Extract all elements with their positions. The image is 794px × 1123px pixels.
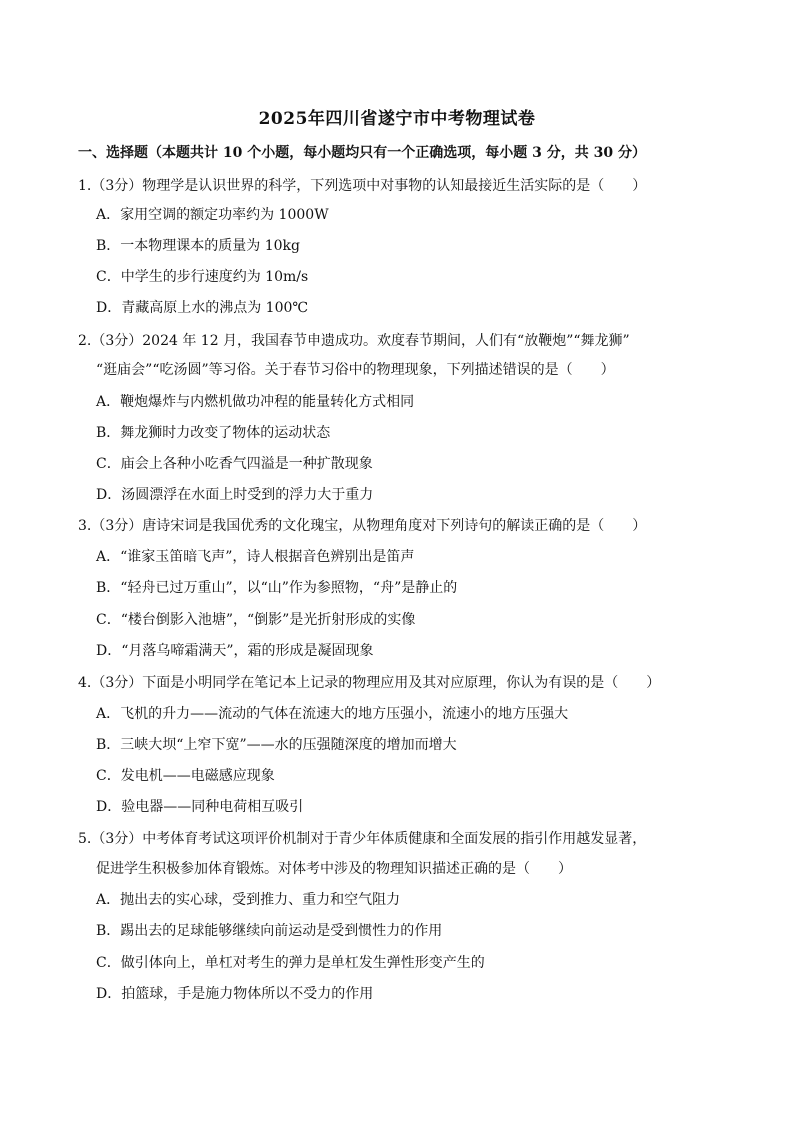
question-3-option-b: B．“轻舟已过万重山”，以“山”作为参照物，“舟”是静止的 [96, 580, 458, 596]
question-1-option-b: B．一本物理课本的质量为 10kg [96, 238, 300, 254]
question-3-option-d: D．“月落乌啼霜满天”，霜的形成是凝固现象 [96, 643, 374, 659]
question-4-stem: 4.（3分）下面是小明同学在笔记本上记录的物理应用及其对应原理，你认为有误的是（ ） [78, 675, 661, 691]
question-1-option-a: A．家用空调的额定功率约为 1000W [96, 207, 329, 223]
question-1-option-d: D．青藏高原上水的沸点为 100℃ [96, 300, 309, 316]
question-4-option-a: A．飞机的升力——流动的气体在流速大的地方压强小，流速小的地方压强大 [96, 706, 569, 722]
question-5-stem-continued: 促进学生积极参加体育锻炼。对体考中涉及的物理知识描述正确的是（ ） [96, 861, 572, 877]
question-4-option-c: C．发电机——电磁感应现象 [96, 768, 275, 784]
question-5-option-c: C．做引体向上，单杠对考生的弹力是单杠发生弹性形变产生的 [96, 955, 485, 971]
question-2-option-c: C．庙会上各种小吃香气四溢是一种扩散现象 [96, 456, 373, 472]
question-1-stem: 1.（3分）物理学是认识世界的科学，下列选项中对事物的认知最接近生活实际的是（ ） [78, 178, 647, 194]
page-title: 2025年四川省遂宁市中考物理试卷 [258, 109, 536, 129]
question-2-option-d: D．汤圆漂浮在水面上时受到的浮力大于重力 [96, 487, 374, 503]
question-3-stem: 3.（3分）唐诗宋词是我国优秀的文化瑰宝，从物理角度对下列诗句的解读正确的是（ ） [78, 518, 647, 534]
question-5-option-b: B．踢出去的足球能够继续向前运动是受到惯性力的作用 [96, 923, 443, 939]
question-2-stem-continued: “逛庙会”“吃汤圆”等习俗。关于春节习俗中的物理现象，下列描述错误的是（ ） [96, 362, 615, 378]
question-5-option-a: A．抛出去的实心球，受到推力、重力和空气阻力 [96, 892, 401, 908]
question-2-stem: 2.（3分）2024 年 12 月，我国春节申遗成功。欢度春节期间，人们有“放鞭炮”“舞龙狮” [78, 333, 630, 349]
question-2-option-b: B．舞龙狮时力改变了物体的运动状态 [96, 425, 331, 441]
question-4-option-b: B．三峡大坝“上窄下宽”——水的压强随深度的增加而增大 [96, 737, 457, 753]
question-5-option-d: D．拍篮球，手是施力物体所以不受力的作用 [96, 986, 374, 1002]
section-heading: 一、选择题（本题共计 10 个小题，每小题均只有一个正确选项，每小题 3 分，共 30 分） [78, 145, 646, 161]
question-5-stem: 5.（3分）中考体育考试这项评价机制对于青少年体质健康和全面发展的指引作用越发显著， [78, 831, 647, 847]
question-2-option-a: A．鞭炮爆炸与内燃机做功冲程的能量转化方式相同 [96, 394, 415, 410]
question-1-option-c: C．中学生的步行速度约为 10m/s [96, 269, 309, 285]
question-4-option-d: D．验电器——同种电荷相互吸引 [96, 799, 304, 815]
question-3-option-c: C．“楼台倒影入池塘”，“倒影”是光折射形成的实像 [96, 612, 416, 628]
question-3-option-a: A．“谁家玉笛暗飞声”，诗人根据音色辨别出是笛声 [96, 549, 415, 565]
